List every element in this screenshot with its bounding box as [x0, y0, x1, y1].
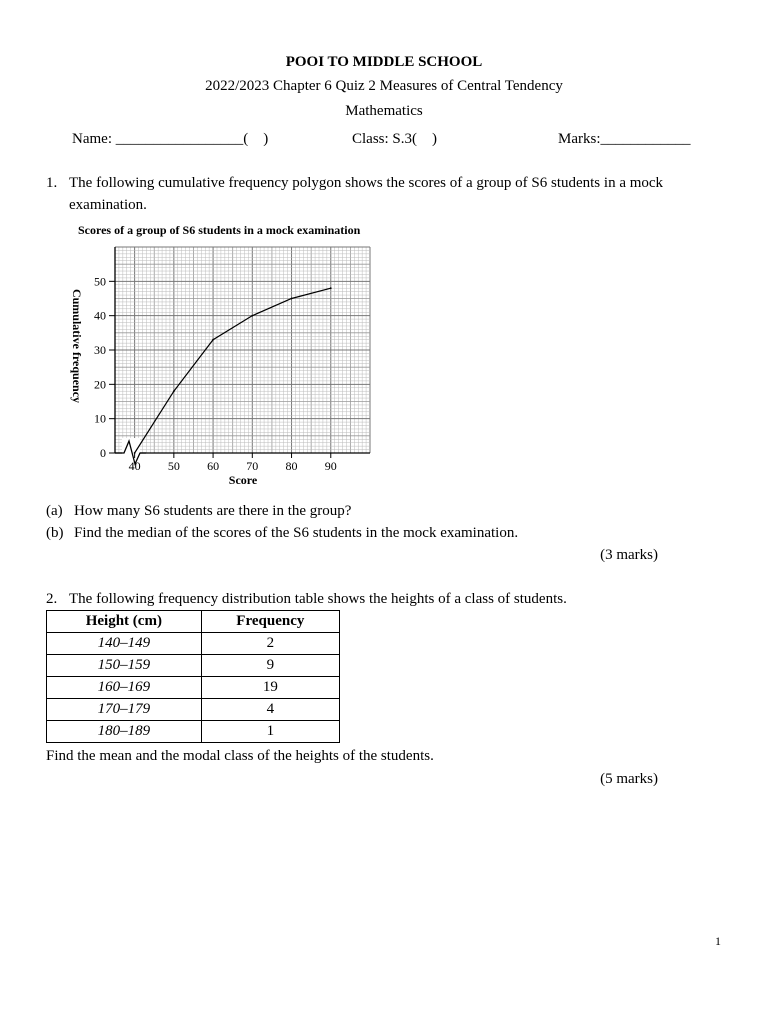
table-row	[47, 721, 340, 743]
y-tick-label: 10	[94, 411, 106, 426]
y-tick-label: 50	[94, 274, 106, 289]
q2-number: 2.	[46, 591, 58, 607]
height-class-cell: 170–179	[47, 699, 202, 721]
q1b-label: (b)	[46, 525, 64, 541]
name-field: Name: _________________( )	[72, 131, 269, 147]
x-tick-label: 60	[207, 459, 220, 473]
page-number: 1	[715, 934, 721, 948]
chart-grid	[115, 247, 370, 453]
y-tick-label: 40	[94, 308, 106, 323]
x-tick-label: 80	[285, 459, 298, 473]
q1a-label: (a)	[46, 503, 63, 519]
x-tick-label: 50	[167, 459, 180, 473]
data-point	[251, 315, 253, 317]
quiz-title: 2022/2023 Chapter 6 Quiz 2 Measures of Central Tendency	[205, 78, 563, 94]
table-row	[47, 677, 340, 699]
data-point	[134, 452, 136, 454]
data-point	[330, 287, 332, 289]
frequency-cell: 19	[201, 677, 339, 699]
y-tick-label: 30	[94, 343, 106, 357]
q2-question: Find the mean and the modal class of the heights of the students.	[46, 748, 434, 764]
y-tick-label: 20	[94, 377, 106, 392]
q1-text-line1: The following cumulative frequency polygon shows the scores of a group of S6 students in a mock	[69, 175, 664, 191]
height-class-cell: 180–189	[47, 721, 202, 743]
school-name: POOI TO MIDDLE SCHOOL	[285, 54, 483, 70]
height-class-cell: 150–159	[47, 655, 202, 677]
subject-title: Mathematics	[345, 103, 423, 119]
table-header-row	[47, 611, 340, 633]
frequency-table	[46, 610, 340, 743]
data-point	[212, 339, 214, 341]
x-axis-label: Score	[228, 473, 258, 487]
x-tick-label: 40	[128, 459, 141, 473]
q1-text-line2: examination.	[69, 197, 147, 213]
table-header-height: Height (cm)	[47, 611, 202, 633]
table-row	[47, 633, 340, 655]
data-point	[173, 390, 175, 392]
height-class-cell: 160–169	[47, 677, 202, 699]
q2-marks: (5 marks)	[600, 771, 658, 787]
q1a-text: How many S6 students are there in the group?	[74, 503, 352, 519]
table-row	[47, 655, 340, 677]
frequency-cell: 1	[201, 721, 339, 743]
frequency-cell: 2	[201, 633, 339, 655]
q1-number: 1.	[46, 175, 58, 191]
y-axis-label: Cumulative frequency	[70, 288, 84, 404]
chart-title: Scores of a group of S6 students in a mock examination	[78, 223, 361, 237]
x-tick-label: 70	[246, 459, 259, 473]
q2-intro: The following frequency distribution table shows the heights of a class of students.	[69, 591, 567, 607]
q1b-text: Find the median of the scores of the S6 students in the mock examination.	[74, 525, 519, 541]
frequency-cell: 4	[201, 699, 339, 721]
height-class-cell: 140–149	[47, 633, 202, 655]
x-tick-label: 90	[324, 459, 337, 473]
marks-field: Marks:____________	[558, 131, 691, 147]
class-field: Class: S.3( )	[352, 131, 438, 147]
chart-axes	[115, 247, 370, 464]
table-row	[47, 699, 340, 721]
data-point	[291, 298, 293, 300]
q1-marks: (3 marks)	[600, 547, 658, 563]
frequency-cell: 9	[201, 655, 339, 677]
table-header-frequency: Frequency	[201, 611, 339, 633]
y-tick-label: 0	[100, 446, 106, 460]
